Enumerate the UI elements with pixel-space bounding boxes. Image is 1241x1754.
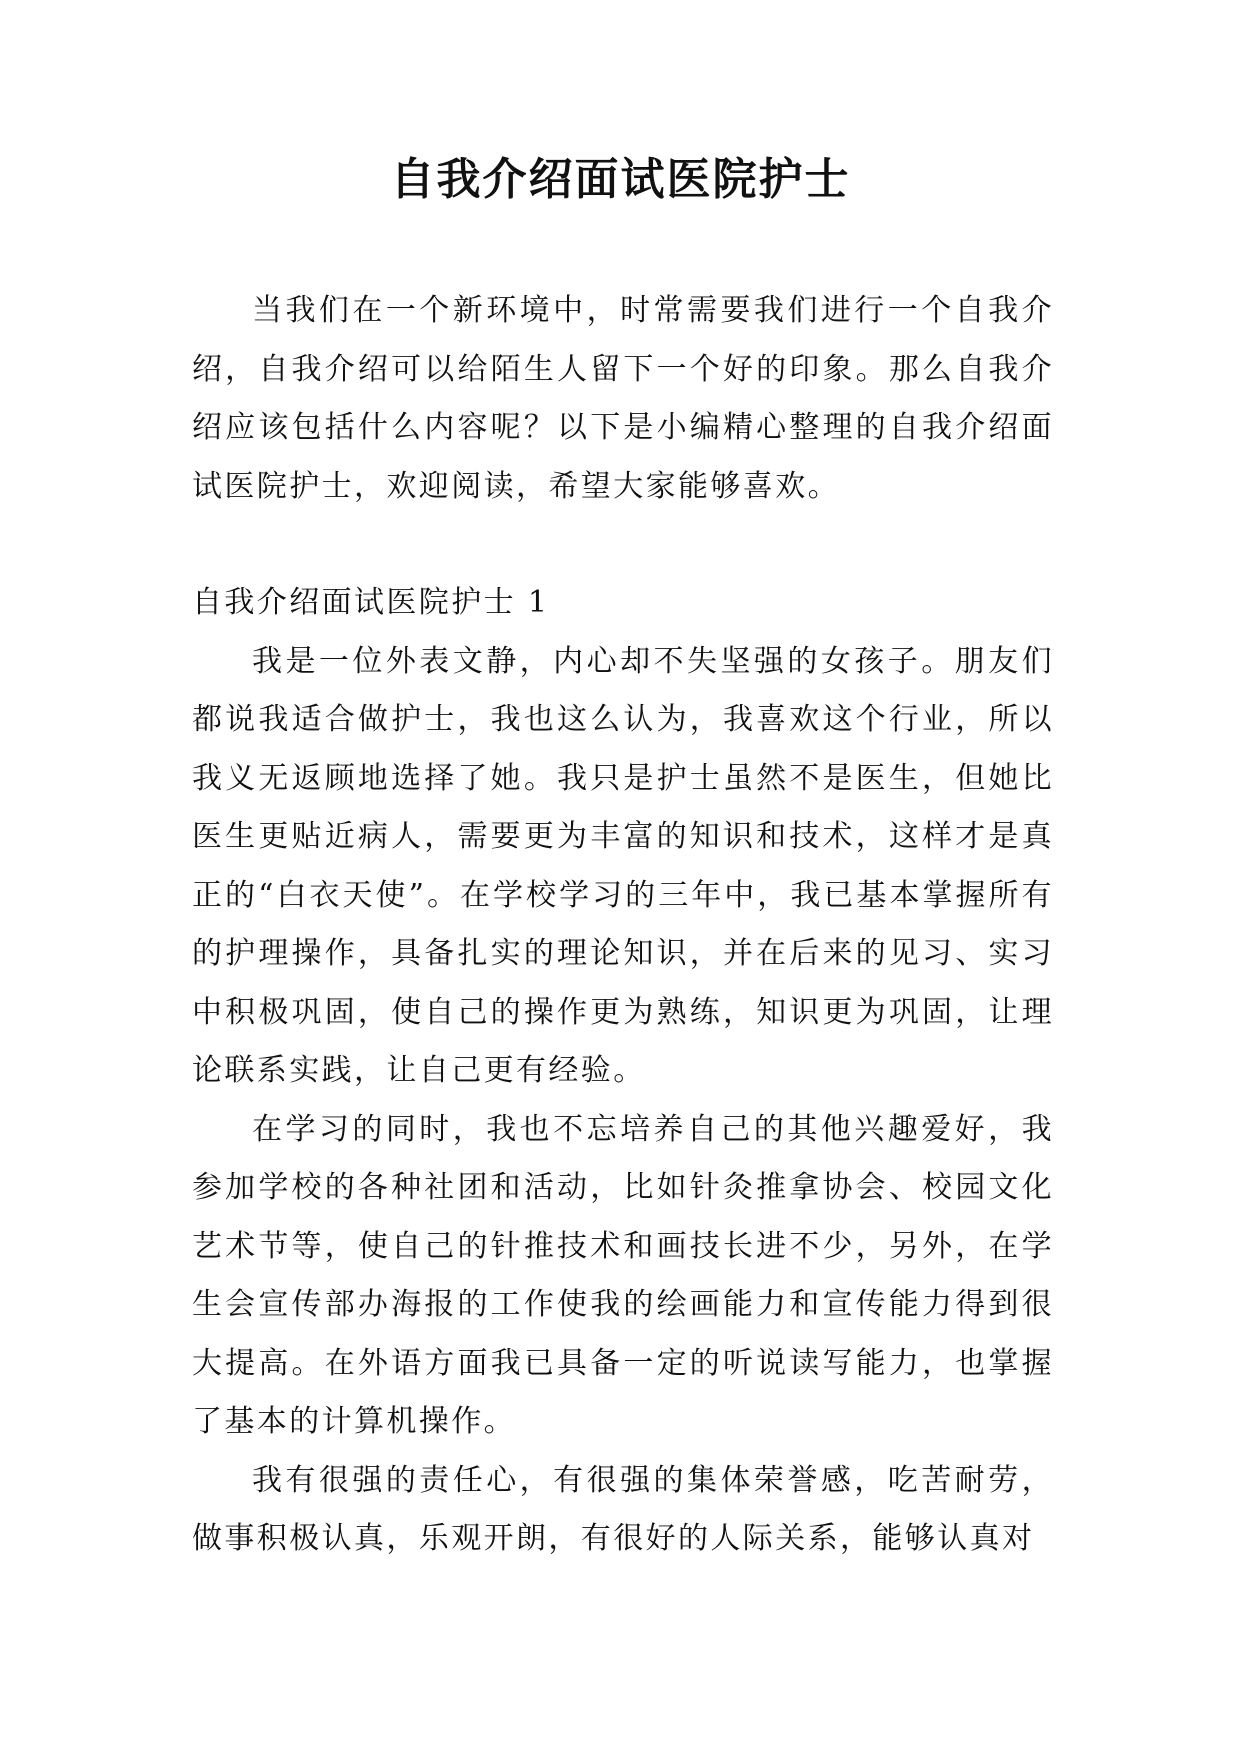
body-paragraph-2: 在学习的同时，我也不忘培养自己的其他兴趣爱好，我参加学校的各种社团和活动，比如针灸推拿协会、校园文化艺术节等，使自己的针推技术和画技长进不少，另外，在学生会宣传部办海报的工作使我的绘画能力和宣传能力得到很大提高。在外语方面我已具备一定的听说读写能力，也掌握了基本的计算机操作。 <box>192 1111 1054 1439</box>
document-body <box>192 282 1054 1569</box>
intro-paragraph: 当我们在一个新环境中，时常需要我们进行一个自我介绍，自我介绍可以给陌生人留下一个好的印象。那么自我介绍应该包括什么内容呢？以下是小编精心整理的自我介绍面试医院护士，欢迎阅读，希望大家能够喜欢。 <box>192 293 1054 504</box>
body-paragraph-1: 我是一位外表文静，内心却不失坚强的女孩子。朋友们都说我适合做护士，我也这么认为，我喜欢这个行业，所以我义无返顾地选择了她。我只是护士虽然不是医生，但她比医生更贴近病人，需要更为丰富的知识和技术，这样才是真正的“白衣天使”。在学校学习的三年中，我已基本掌握所有的护理操作，具备扎实的理论知识，并在后来的见习、实习中积极巩固，使自己的操作更为熟练，知识更为巩固，让理论联系实践，让自己更有经验。 <box>192 643 1054 1088</box>
section-heading: 自我介绍面试医院护士 1 <box>192 585 550 620</box>
document-title: 自我介绍面试医院护士 <box>390 154 851 205</box>
body-paragraph-3: 我有很强的责任心，有很强的集体荣誉感，吃苦耐劳，做事积极认真，乐观开朗，有很好的人际关系，能够认真对 <box>192 1462 1054 1556</box>
spacer <box>192 516 1054 574</box>
